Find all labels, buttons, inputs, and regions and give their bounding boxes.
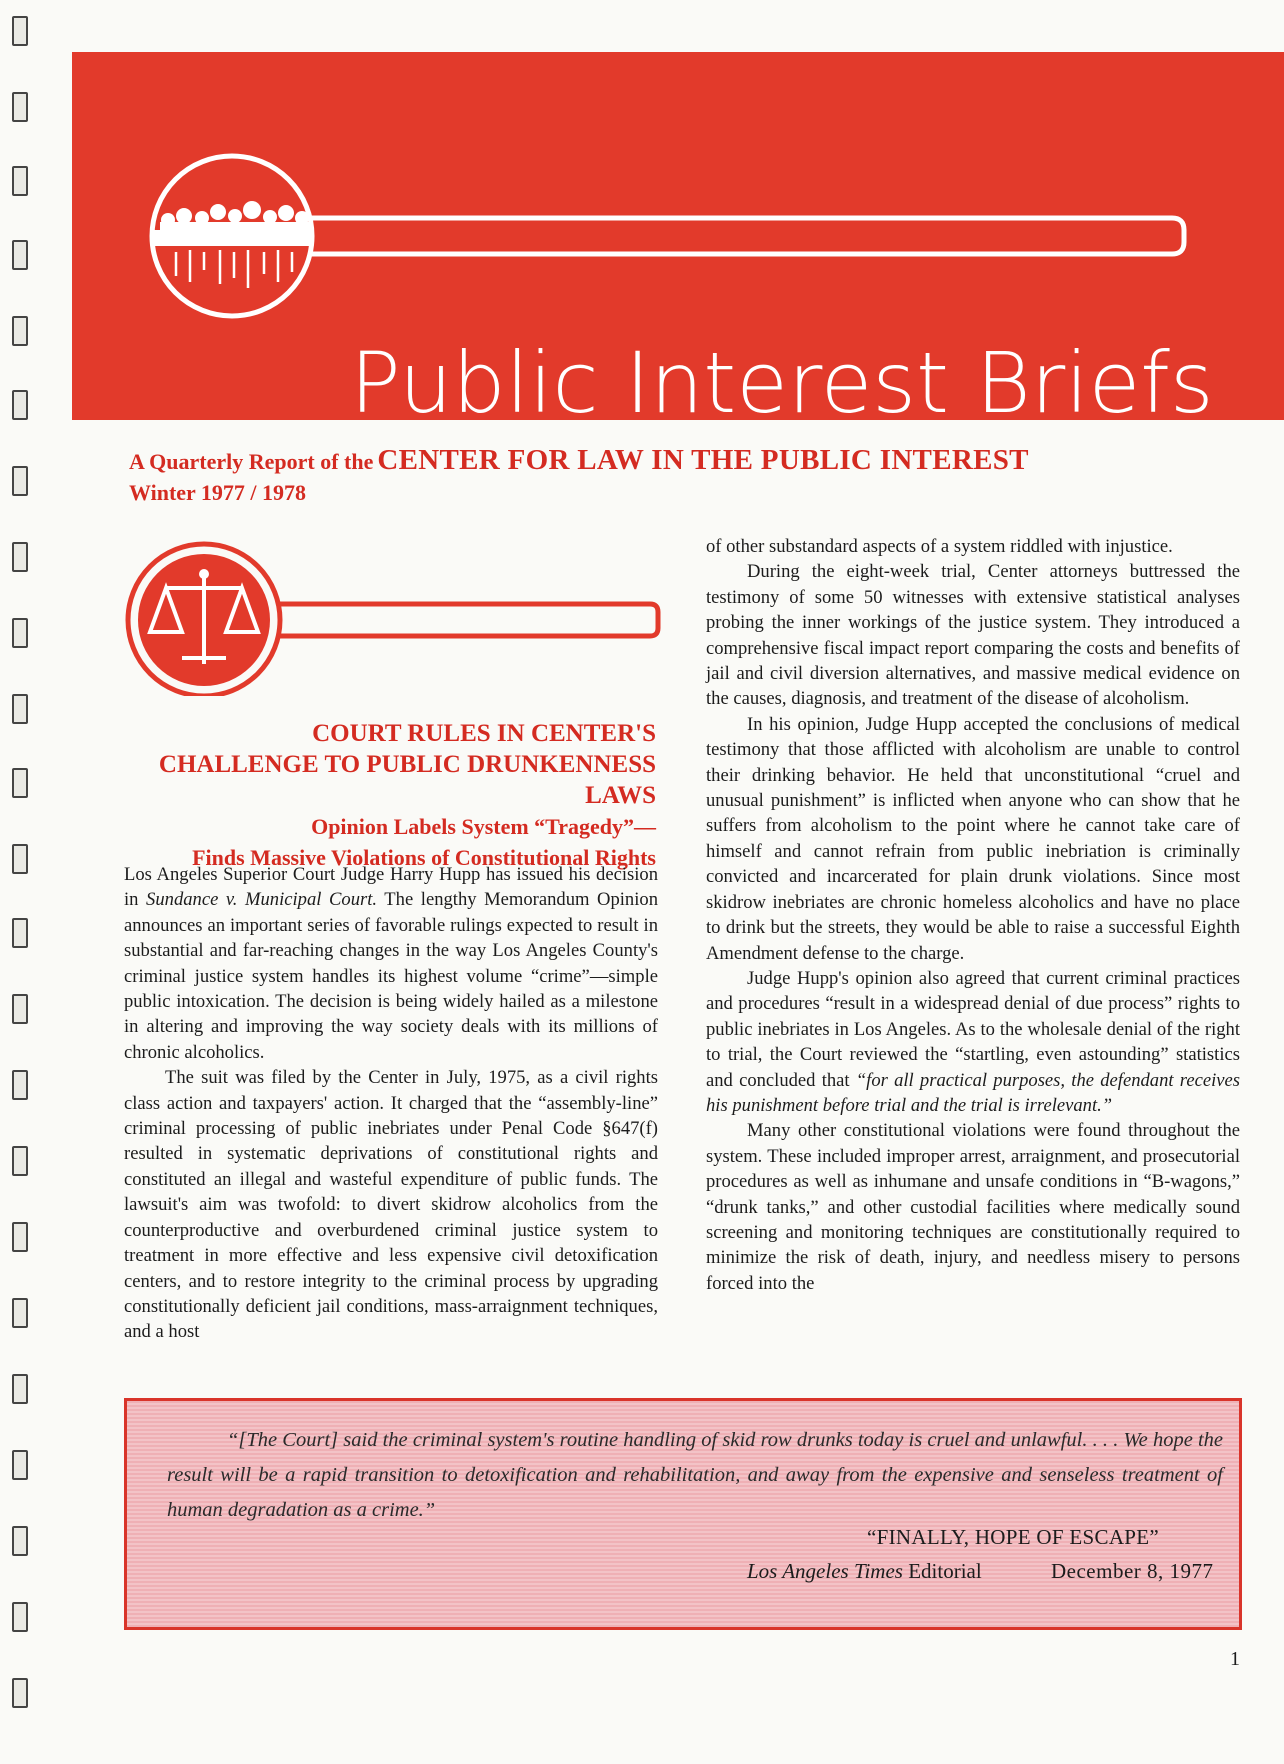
- article-emblem: [122, 536, 682, 701]
- article-column-right: [706, 534, 1240, 1296]
- article-column-left: [124, 862, 658, 1345]
- pullquote-source: [747, 1559, 982, 1584]
- court-quote: “for all practical purposes, the defendant receives his punishment before trial and the trial is irrelevant.”: [706, 1069, 1240, 1116]
- case-name: Sundance v. Municipal Court.: [146, 889, 378, 911]
- pullquote-body: “[The Court] said the criminal system's routine handling of skid row drunks today is cruel and unlawful. . . . We hope the result will be a rapid transition to detoxification and rehabilitation, and away from the expensive and senseless treatment of human degradation as a crime.”: [167, 1429, 1223, 1521]
- subtitle-prefix: A Quarterly Report of the: [129, 449, 374, 474]
- paragraph: [706, 966, 1240, 1118]
- paragraph: In his opinion, Judge Hupp accepted the conclusions of medical testimony that those afflicted with alcoholism are unable to control their drinking behavior. He held that unconstitutional “cruel and unusual punishment” is inflicted when anyone who can show that he suffers from alcoholism to the point where he cannot take care of himself and cannot refrain from public inebriation is criminally convicted and incarcerated for plain drunk violations. Since most skidrow inebriates are chronic homeless alcoholics and have no place to drink but the streets, they would be able to raise a successful Eighth Amendment defense to the charge.: [706, 713, 1240, 964]
- source-publication: Los Angeles Times: [747, 1559, 903, 1583]
- paragraph: Many other constitutional violations were found throughout the system. These included improper arrest, arraignment, and prosecutorial procedures as well as inhumane and unsafe conditions in “B-wagons,” “drunk tanks,” and other custodial facilities where medically sound screening and monitoring techniques are constitutionally required to minimize the risk of death, injury, and needless misery to persons forced into the: [706, 1120, 1240, 1294]
- headline-line-4: Finds Massive Violations of Constitutional Rights: [192, 845, 656, 870]
- article-headline: [118, 718, 656, 873]
- binding-holes: [10, 0, 32, 1764]
- pullquote-text: [167, 1423, 1223, 1528]
- page-number: 1: [1230, 1648, 1240, 1670]
- source-type: Editorial: [908, 1559, 982, 1583]
- paragraph: of other substandard aspects of a system riddled with injustice.: [706, 536, 1173, 557]
- headline-line-1: COURT RULES IN CENTER'S: [312, 720, 656, 747]
- organization-name: CENTER FOR LAW IN THE PUBLIC INTEREST: [377, 444, 1029, 476]
- report-subtitle: [129, 444, 1029, 477]
- pullquote-headline: “FINALLY, HOPE OF ESCAPE”: [867, 1525, 1160, 1549]
- paragraph: During the eight-week trial, Center attorneys buttressed the testimony of some 50 witnesses with extensive statistical analyses probing the inner workings of the justice system. They introduced a comprehensive fiscal impact report comparing the costs and benefits of jail and civil diversion alternatives, and massive medical evidence on the causes, diagnosis, and treatment of the disease of alcoholism.: [706, 561, 1240, 710]
- pullquote-date: December 8, 1977: [1051, 1559, 1214, 1583]
- paragraph-text: The lengthy Memorandum Opinion announces an important series of favorable rulings expected to result in substantial and far-reaching changes in the way Los Angeles County's criminal justice system handles its highest volume “crime”—simple public intoxication. The decision is being widely hailed as a milestone in altering and improving the way society deals with its millions of chronic alcoholics.: [124, 889, 658, 1063]
- paragraph: [124, 862, 658, 1065]
- paragraph-text: Judge Hupp's opinion also agreed that current criminal practices and procedures “result in a widespread denial of due process” rights to public inebriates in Los Angeles. As to the wholesale denial of the right to trial, the Court reviewed the “startling, even astounding” statistics and concluded that: [706, 967, 1240, 1091]
- issue-date: Winter 1977 / 1978: [129, 480, 307, 505]
- masthead: [72, 52, 1284, 420]
- pullquote-box: [124, 1398, 1242, 1630]
- masthead-title: Public Interest Briefs: [350, 334, 1214, 420]
- headline-line-2: CHALLENGE TO PUBLIC DRUNKENNESS LAWS: [158, 751, 656, 809]
- paragraph: The suit was filed by the Center in July, 1975, as a civil rights class action and taxpayers' action. It charged that the “assembly-line” criminal processing of public inebriates under Penal Code §647(f) resulted in systematic deprivations of constitutional rights and constituted an illegal and wasteful expenditure of public funds. The lawsuit's aim was twofold: to divert skidrow alcoholics from the counterproductive and overburdened criminal justice system to treatment in more effective and less expensive civil detoxification centers, and to restore integrity to the criminal process by upgrading constitutionally deficient jail conditions, mass-arraignment techniques, and a host: [124, 1067, 658, 1343]
- scales-of-justice-icon: [122, 536, 682, 696]
- headline-line-3: Opinion Labels System “Tragedy”—: [311, 814, 656, 839]
- paragraph-text: Los Angeles Superior Court Judge Harry Hupp has issued his decision in: [124, 864, 658, 911]
